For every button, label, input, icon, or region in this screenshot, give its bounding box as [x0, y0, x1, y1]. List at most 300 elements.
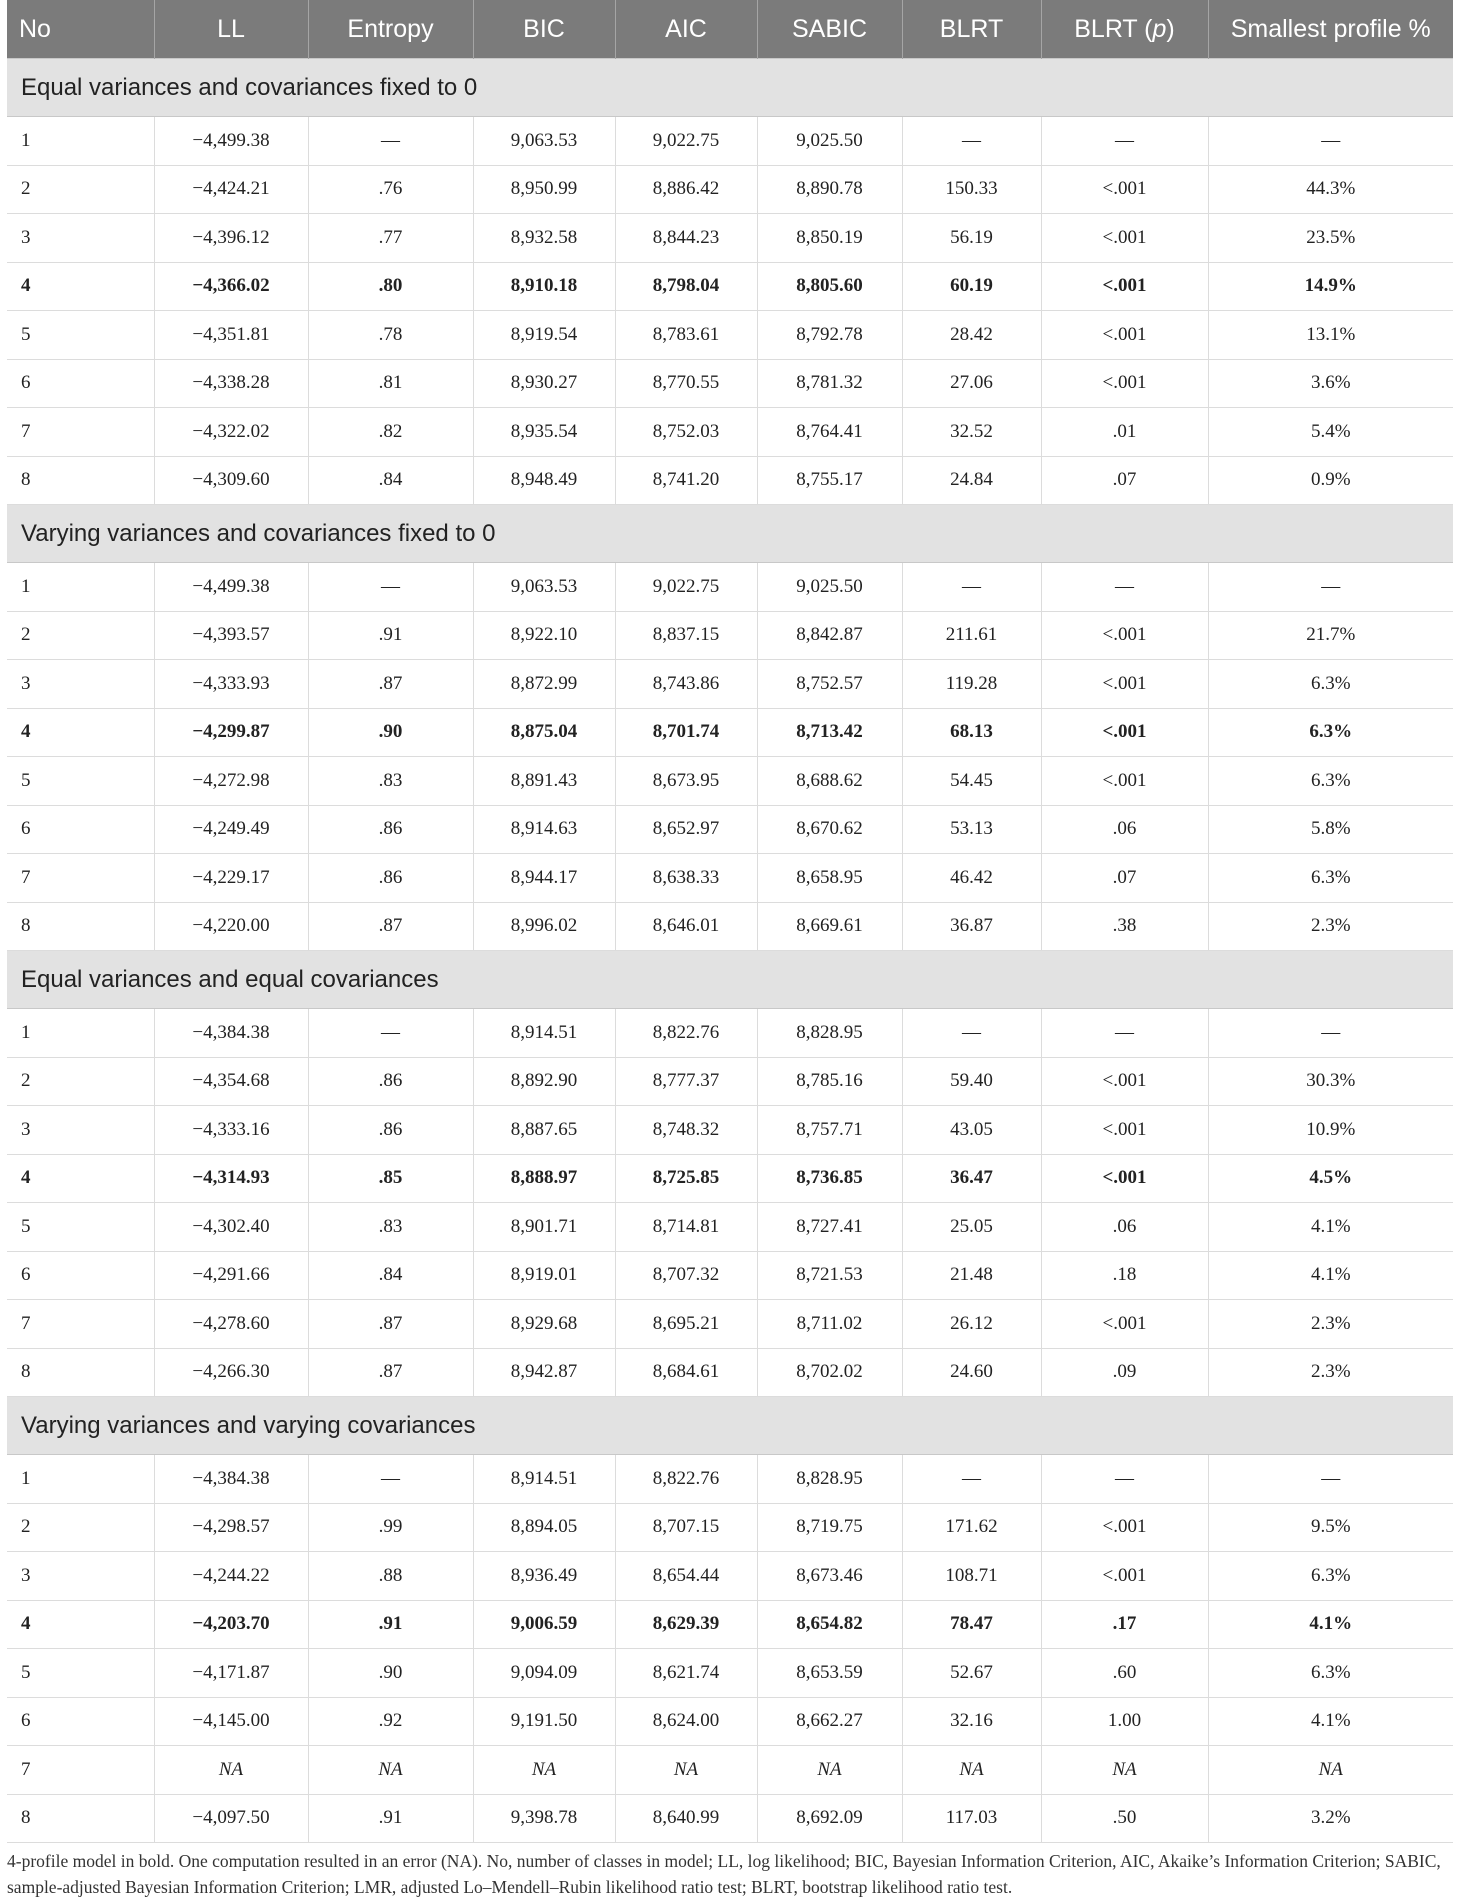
cell-blrtp: .60	[1041, 1649, 1208, 1698]
table-row	[7, 1203, 1453, 1252]
cell-blrt: 28.42	[902, 311, 1041, 360]
cell-blrtp: <.001	[1041, 611, 1208, 660]
cell-ll: −4,097.50	[154, 1794, 308, 1843]
cell-smallest: 3.2%	[1208, 1794, 1453, 1843]
cell-bic: 8,910.18	[473, 262, 615, 311]
cell-bic: 8,875.04	[473, 708, 615, 757]
cell-blrt: —	[902, 1009, 1041, 1058]
cell-bic: 8,929.68	[473, 1300, 615, 1349]
cell-no: 6	[7, 1697, 154, 1746]
cell-no: 8	[7, 1348, 154, 1397]
cell-entropy: —	[308, 563, 473, 612]
cell-blrtp: <.001	[1041, 1503, 1208, 1552]
cell-aic: 8,629.39	[615, 1600, 757, 1649]
cell-blrtp: —	[1041, 117, 1208, 166]
header-entropy: Entropy	[308, 0, 473, 59]
cell-aic: 8,822.76	[615, 1009, 757, 1058]
cell-ll: −4,354.68	[154, 1057, 308, 1106]
table-row	[7, 611, 1453, 660]
group-header-row	[7, 951, 1453, 1009]
cell-aic: 8,621.74	[615, 1649, 757, 1698]
cell-bic: 8,872.99	[473, 660, 615, 709]
cell-ll: −4,272.98	[154, 757, 308, 806]
table-row	[7, 456, 1453, 505]
cell-aic: 8,646.01	[615, 902, 757, 951]
cell-ll: −4,424.21	[154, 165, 308, 214]
cell-blrt: —	[902, 1455, 1041, 1504]
cell-ll: −4,291.66	[154, 1251, 308, 1300]
cell-sabic: 8,785.16	[757, 1057, 902, 1106]
cell-ll: −4,366.02	[154, 262, 308, 311]
cell-sabic: 8,736.85	[757, 1154, 902, 1203]
cell-sabic: 8,654.82	[757, 1600, 902, 1649]
cell-entropy: .84	[308, 456, 473, 505]
cell-sabic: 8,828.95	[757, 1455, 902, 1504]
cell-smallest: 21.7%	[1208, 611, 1453, 660]
cell-smallest: 2.3%	[1208, 902, 1453, 951]
cell-no: 4	[7, 1154, 154, 1203]
cell-no: 1	[7, 1455, 154, 1504]
cell-entropy: .77	[308, 214, 473, 263]
table-row	[7, 311, 1453, 360]
cell-bic: 8,919.54	[473, 311, 615, 360]
table-row	[7, 660, 1453, 709]
cell-blrt: 21.48	[902, 1251, 1041, 1300]
cell-ll: −4,314.93	[154, 1154, 308, 1203]
table-row	[7, 408, 1453, 457]
cell-blrtp: .01	[1041, 408, 1208, 457]
cell-bic: 8,922.10	[473, 611, 615, 660]
header-aic: AIC	[615, 0, 757, 59]
cell-smallest: 6.3%	[1208, 1552, 1453, 1601]
header-smallest-profile: Smallest profile %	[1208, 0, 1453, 59]
table-row	[7, 1600, 1453, 1649]
cell-sabic: 8,713.42	[757, 708, 902, 757]
cell-smallest: 2.3%	[1208, 1348, 1453, 1397]
cell-ll: −4,333.16	[154, 1106, 308, 1155]
cell-ll: −4,302.40	[154, 1203, 308, 1252]
cell-blrtp: .07	[1041, 456, 1208, 505]
cell-blrt: 36.47	[902, 1154, 1041, 1203]
cell-smallest: 14.9%	[1208, 262, 1453, 311]
cell-blrt: 25.05	[902, 1203, 1041, 1252]
cell-smallest: 6.3%	[1208, 660, 1453, 709]
cell-blrtp: <.001	[1041, 708, 1208, 757]
cell-entropy: .76	[308, 165, 473, 214]
cell-blrt: 26.12	[902, 1300, 1041, 1349]
cell-sabic: 8,719.75	[757, 1503, 902, 1552]
cell-aic: 8,654.44	[615, 1552, 757, 1601]
table-row	[7, 563, 1453, 612]
cell-smallest: —	[1208, 117, 1453, 166]
group-title: Equal variances and covariances fixed to 0	[7, 59, 1453, 117]
cell-aic: 8,770.55	[615, 359, 757, 408]
cell-bic: 8,914.51	[473, 1009, 615, 1058]
cell-aic: 8,743.86	[615, 660, 757, 709]
group-title: Equal variances and equal covariances	[7, 951, 1453, 1009]
group-header-row	[7, 1397, 1453, 1455]
cell-sabic: 8,711.02	[757, 1300, 902, 1349]
cell-aic: 8,652.97	[615, 805, 757, 854]
cell-entropy: .91	[308, 1794, 473, 1843]
cell-bic: 9,398.78	[473, 1794, 615, 1843]
table-row	[7, 165, 1453, 214]
cell-bic: NA	[473, 1746, 615, 1795]
cell-ll: −4,203.70	[154, 1600, 308, 1649]
cell-no: 4	[7, 262, 154, 311]
model-fit-table	[7, 0, 1453, 1843]
cell-smallest: 6.3%	[1208, 708, 1453, 757]
cell-entropy: .86	[308, 1106, 473, 1155]
cell-aic: 8,684.61	[615, 1348, 757, 1397]
cell-entropy: .87	[308, 660, 473, 709]
cell-bic: 8,942.87	[473, 1348, 615, 1397]
cell-entropy: .90	[308, 708, 473, 757]
table-row	[7, 854, 1453, 903]
header-bic: BIC	[473, 0, 615, 59]
cell-blrt: 32.52	[902, 408, 1041, 457]
cell-blrt: 117.03	[902, 1794, 1041, 1843]
cell-aic: 8,798.04	[615, 262, 757, 311]
cell-no: 5	[7, 1649, 154, 1698]
cell-smallest: 30.3%	[1208, 1057, 1453, 1106]
header-blrt-p-suffix: )	[1166, 14, 1175, 43]
cell-blrt: 119.28	[902, 660, 1041, 709]
table-body	[7, 59, 1453, 1843]
cell-smallest: 4.1%	[1208, 1203, 1453, 1252]
cell-aic: 8,741.20	[615, 456, 757, 505]
cell-entropy: .86	[308, 805, 473, 854]
cell-blrt: 108.71	[902, 1552, 1041, 1601]
cell-no: 3	[7, 1106, 154, 1155]
table-row	[7, 1009, 1453, 1058]
cell-bic: 8,892.90	[473, 1057, 615, 1106]
cell-no: 7	[7, 854, 154, 903]
cell-ll: −4,171.87	[154, 1649, 308, 1698]
cell-no: 1	[7, 1009, 154, 1058]
cell-smallest: 13.1%	[1208, 311, 1453, 360]
header-blrt-p	[1041, 0, 1208, 59]
cell-entropy: .78	[308, 311, 473, 360]
table-row	[7, 1503, 1453, 1552]
cell-smallest: 23.5%	[1208, 214, 1453, 263]
cell-no: 3	[7, 1552, 154, 1601]
cell-blrtp: NA	[1041, 1746, 1208, 1795]
cell-no: 4	[7, 708, 154, 757]
cell-aic: 9,022.75	[615, 117, 757, 166]
cell-ll: NA	[154, 1746, 308, 1795]
cell-entropy: .85	[308, 1154, 473, 1203]
cell-ll: −4,244.22	[154, 1552, 308, 1601]
cell-no: 1	[7, 563, 154, 612]
cell-blrtp: <.001	[1041, 1154, 1208, 1203]
cell-blrtp: <.001	[1041, 1106, 1208, 1155]
group-title: Varying variances and varying covariances	[7, 1397, 1453, 1455]
header-row	[7, 0, 1453, 59]
cell-no: 5	[7, 1203, 154, 1252]
cell-aic: 8,707.15	[615, 1503, 757, 1552]
cell-bic: 8,888.97	[473, 1154, 615, 1203]
cell-entropy: .87	[308, 1348, 473, 1397]
cell-no: 5	[7, 311, 154, 360]
table-row	[7, 1348, 1453, 1397]
cell-entropy: .88	[308, 1552, 473, 1601]
cell-bic: 9,063.53	[473, 563, 615, 612]
group-header-row	[7, 59, 1453, 117]
cell-sabic: 8,828.95	[757, 1009, 902, 1058]
cell-aic: 8,673.95	[615, 757, 757, 806]
cell-bic: 9,094.09	[473, 1649, 615, 1698]
cell-blrt: 150.33	[902, 165, 1041, 214]
cell-sabic: 8,653.59	[757, 1649, 902, 1698]
table-row	[7, 1057, 1453, 1106]
cell-no: 1	[7, 117, 154, 166]
cell-no: 6	[7, 805, 154, 854]
cell-aic: 8,701.74	[615, 708, 757, 757]
cell-sabic: 8,669.61	[757, 902, 902, 951]
cell-no: 4	[7, 1600, 154, 1649]
cell-blrt: 54.45	[902, 757, 1041, 806]
cell-sabic: 8,792.78	[757, 311, 902, 360]
cell-entropy: .84	[308, 1251, 473, 1300]
cell-blrtp: .38	[1041, 902, 1208, 951]
table-row	[7, 262, 1453, 311]
cell-sabic: 8,781.32	[757, 359, 902, 408]
cell-no: 8	[7, 902, 154, 951]
cell-no: 7	[7, 1300, 154, 1349]
cell-blrt: 27.06	[902, 359, 1041, 408]
table-footnote: 4-profile model in bold. One computation resulted in an error (NA). No, number of classes in model; LL, log likelihood; BIC, Bayesian Information Criterion, AIC, Akaike’s Information Criterion; SABIC, sample-adjusted Bayesian Information Criterion; LMR, adjusted Lo–Mendell–Rubin likelihood ratio test; BLRT, bootstrap likelihood ratio test.	[7, 1851, 1441, 1897]
cell-aic: 8,752.03	[615, 408, 757, 457]
cell-aic: NA	[615, 1746, 757, 1795]
cell-blrtp: .17	[1041, 1600, 1208, 1649]
cell-aic: 9,022.75	[615, 563, 757, 612]
cell-aic: 8,748.32	[615, 1106, 757, 1155]
cell-ll: −4,338.28	[154, 359, 308, 408]
cell-no: 5	[7, 757, 154, 806]
cell-smallest: —	[1208, 1455, 1453, 1504]
cell-blrt: 56.19	[902, 214, 1041, 263]
cell-entropy: .87	[308, 902, 473, 951]
header-blrt: BLRT	[902, 0, 1041, 59]
cell-sabic: 8,673.46	[757, 1552, 902, 1601]
cell-smallest: 44.3%	[1208, 165, 1453, 214]
cell-ll: −4,393.57	[154, 611, 308, 660]
group-header-row	[7, 505, 1453, 563]
cell-sabic: 8,850.19	[757, 214, 902, 263]
cell-smallest: —	[1208, 1009, 1453, 1058]
cell-ll: −4,499.38	[154, 563, 308, 612]
table-header	[7, 0, 1453, 59]
cell-sabic: 9,025.50	[757, 563, 902, 612]
cell-no: 8	[7, 456, 154, 505]
cell-bic: 9,006.59	[473, 1600, 615, 1649]
table-row	[7, 1746, 1453, 1795]
cell-entropy: .86	[308, 1057, 473, 1106]
cell-no: 7	[7, 1746, 154, 1795]
cell-blrt: 68.13	[902, 708, 1041, 757]
cell-blrtp: <.001	[1041, 1552, 1208, 1601]
table-row	[7, 1697, 1453, 1746]
cell-ll: −4,266.30	[154, 1348, 308, 1397]
cell-smallest: 6.3%	[1208, 1649, 1453, 1698]
cell-sabic: NA	[757, 1746, 902, 1795]
cell-no: 6	[7, 1251, 154, 1300]
cell-bic: 9,063.53	[473, 117, 615, 166]
cell-bic: 8,901.71	[473, 1203, 615, 1252]
header-ll: LL	[154, 0, 308, 59]
cell-blrtp: .50	[1041, 1794, 1208, 1843]
cell-bic: 8,935.54	[473, 408, 615, 457]
cell-aic: 8,886.42	[615, 165, 757, 214]
cell-sabic: 8,757.71	[757, 1106, 902, 1155]
cell-smallest: 4.5%	[1208, 1154, 1453, 1203]
cell-no: 7	[7, 408, 154, 457]
cell-aic: 8,638.33	[615, 854, 757, 903]
cell-blrt: —	[902, 117, 1041, 166]
cell-ll: −4,298.57	[154, 1503, 308, 1552]
table-row	[7, 1106, 1453, 1155]
cell-entropy: .87	[308, 1300, 473, 1349]
cell-bic: 8,936.49	[473, 1552, 615, 1601]
cell-blrt: 53.13	[902, 805, 1041, 854]
cell-blrt: 59.40	[902, 1057, 1041, 1106]
cell-ll: −4,384.38	[154, 1455, 308, 1504]
cell-smallest: 4.1%	[1208, 1251, 1453, 1300]
cell-no: 8	[7, 1794, 154, 1843]
cell-aic: 8,783.61	[615, 311, 757, 360]
cell-ll: −4,322.02	[154, 408, 308, 457]
cell-blrtp: —	[1041, 1009, 1208, 1058]
cell-smallest: 5.8%	[1208, 805, 1453, 854]
cell-ll: −4,351.81	[154, 311, 308, 360]
table-row	[7, 117, 1453, 166]
cell-blrt: 24.84	[902, 456, 1041, 505]
cell-blrtp: <.001	[1041, 262, 1208, 311]
cell-aic: 8,624.00	[615, 1697, 757, 1746]
cell-blrt: 24.60	[902, 1348, 1041, 1397]
cell-no: 2	[7, 165, 154, 214]
cell-no: 2	[7, 1503, 154, 1552]
cell-sabic: 8,842.87	[757, 611, 902, 660]
cell-sabic: 9,025.50	[757, 117, 902, 166]
cell-blrtp: —	[1041, 563, 1208, 612]
cell-aic: 8,822.76	[615, 1455, 757, 1504]
cell-smallest: 4.1%	[1208, 1600, 1453, 1649]
cell-bic: 8,948.49	[473, 456, 615, 505]
cell-blrtp: <.001	[1041, 214, 1208, 263]
cell-blrt: 46.42	[902, 854, 1041, 903]
cell-ll: −4,278.60	[154, 1300, 308, 1349]
header-sabic: SABIC	[757, 0, 902, 59]
cell-blrtp: —	[1041, 1455, 1208, 1504]
cell-blrtp: <.001	[1041, 165, 1208, 214]
cell-ll: −4,333.93	[154, 660, 308, 709]
table-row	[7, 1552, 1453, 1601]
table-row	[7, 1794, 1453, 1843]
cell-ll: −4,499.38	[154, 117, 308, 166]
table-row	[7, 1300, 1453, 1349]
cell-smallest: 9.5%	[1208, 1503, 1453, 1552]
cell-entropy: .91	[308, 611, 473, 660]
table-row	[7, 214, 1453, 263]
cell-aic: 8,640.99	[615, 1794, 757, 1843]
cell-smallest: 6.3%	[1208, 757, 1453, 806]
cell-smallest: 3.6%	[1208, 359, 1453, 408]
cell-blrtp: .09	[1041, 1348, 1208, 1397]
cell-blrtp: <.001	[1041, 660, 1208, 709]
cell-sabic: 8,890.78	[757, 165, 902, 214]
table-row	[7, 708, 1453, 757]
cell-aic: 8,725.85	[615, 1154, 757, 1203]
cell-ll: −4,384.38	[154, 1009, 308, 1058]
cell-sabic: 8,752.57	[757, 660, 902, 709]
cell-entropy: .82	[308, 408, 473, 457]
cell-aic: 8,707.32	[615, 1251, 757, 1300]
cell-entropy: .90	[308, 1649, 473, 1698]
cell-entropy: .83	[308, 757, 473, 806]
cell-bic: 8,914.63	[473, 805, 615, 854]
cell-smallest: 10.9%	[1208, 1106, 1453, 1155]
cell-blrtp: 1.00	[1041, 1697, 1208, 1746]
cell-ll: −4,396.12	[154, 214, 308, 263]
cell-smallest: —	[1208, 563, 1453, 612]
cell-sabic: 8,692.09	[757, 1794, 902, 1843]
cell-no: 2	[7, 611, 154, 660]
cell-entropy: —	[308, 1455, 473, 1504]
cell-bic: 8,894.05	[473, 1503, 615, 1552]
cell-blrtp: <.001	[1041, 1300, 1208, 1349]
cell-entropy: .81	[308, 359, 473, 408]
cell-entropy: —	[308, 1009, 473, 1058]
cell-smallest: 6.3%	[1208, 854, 1453, 903]
table-row	[7, 902, 1453, 951]
cell-blrtp: <.001	[1041, 311, 1208, 360]
table-container	[7, 0, 1453, 1900]
group-title: Varying variances and covariances fixed to 0	[7, 505, 1453, 563]
cell-aic: 8,777.37	[615, 1057, 757, 1106]
cell-blrt: 60.19	[902, 262, 1041, 311]
cell-ll: −4,145.00	[154, 1697, 308, 1746]
cell-ll: −4,229.17	[154, 854, 308, 903]
cell-aic: 8,714.81	[615, 1203, 757, 1252]
cell-smallest: 5.4%	[1208, 408, 1453, 457]
cell-bic: 8,887.65	[473, 1106, 615, 1155]
cell-entropy: .91	[308, 1600, 473, 1649]
cell-entropy: NA	[308, 1746, 473, 1795]
table-row	[7, 1649, 1453, 1698]
cell-sabic: 8,727.41	[757, 1203, 902, 1252]
cell-bic: 8,944.17	[473, 854, 615, 903]
cell-blrt: NA	[902, 1746, 1041, 1795]
cell-bic: 9,191.50	[473, 1697, 615, 1746]
cell-entropy: .83	[308, 1203, 473, 1252]
cell-blrtp: .06	[1041, 1203, 1208, 1252]
cell-blrt: 78.47	[902, 1600, 1041, 1649]
cell-entropy: .80	[308, 262, 473, 311]
cell-sabic: 8,755.17	[757, 456, 902, 505]
cell-aic: 8,837.15	[615, 611, 757, 660]
cell-bic: 8,930.27	[473, 359, 615, 408]
cell-smallest: NA	[1208, 1746, 1453, 1795]
cell-blrt: 52.67	[902, 1649, 1041, 1698]
cell-bic: 8,950.99	[473, 165, 615, 214]
table-row	[7, 359, 1453, 408]
cell-entropy: .86	[308, 854, 473, 903]
cell-sabic: 8,688.62	[757, 757, 902, 806]
cell-entropy: —	[308, 117, 473, 166]
cell-blrt: 43.05	[902, 1106, 1041, 1155]
